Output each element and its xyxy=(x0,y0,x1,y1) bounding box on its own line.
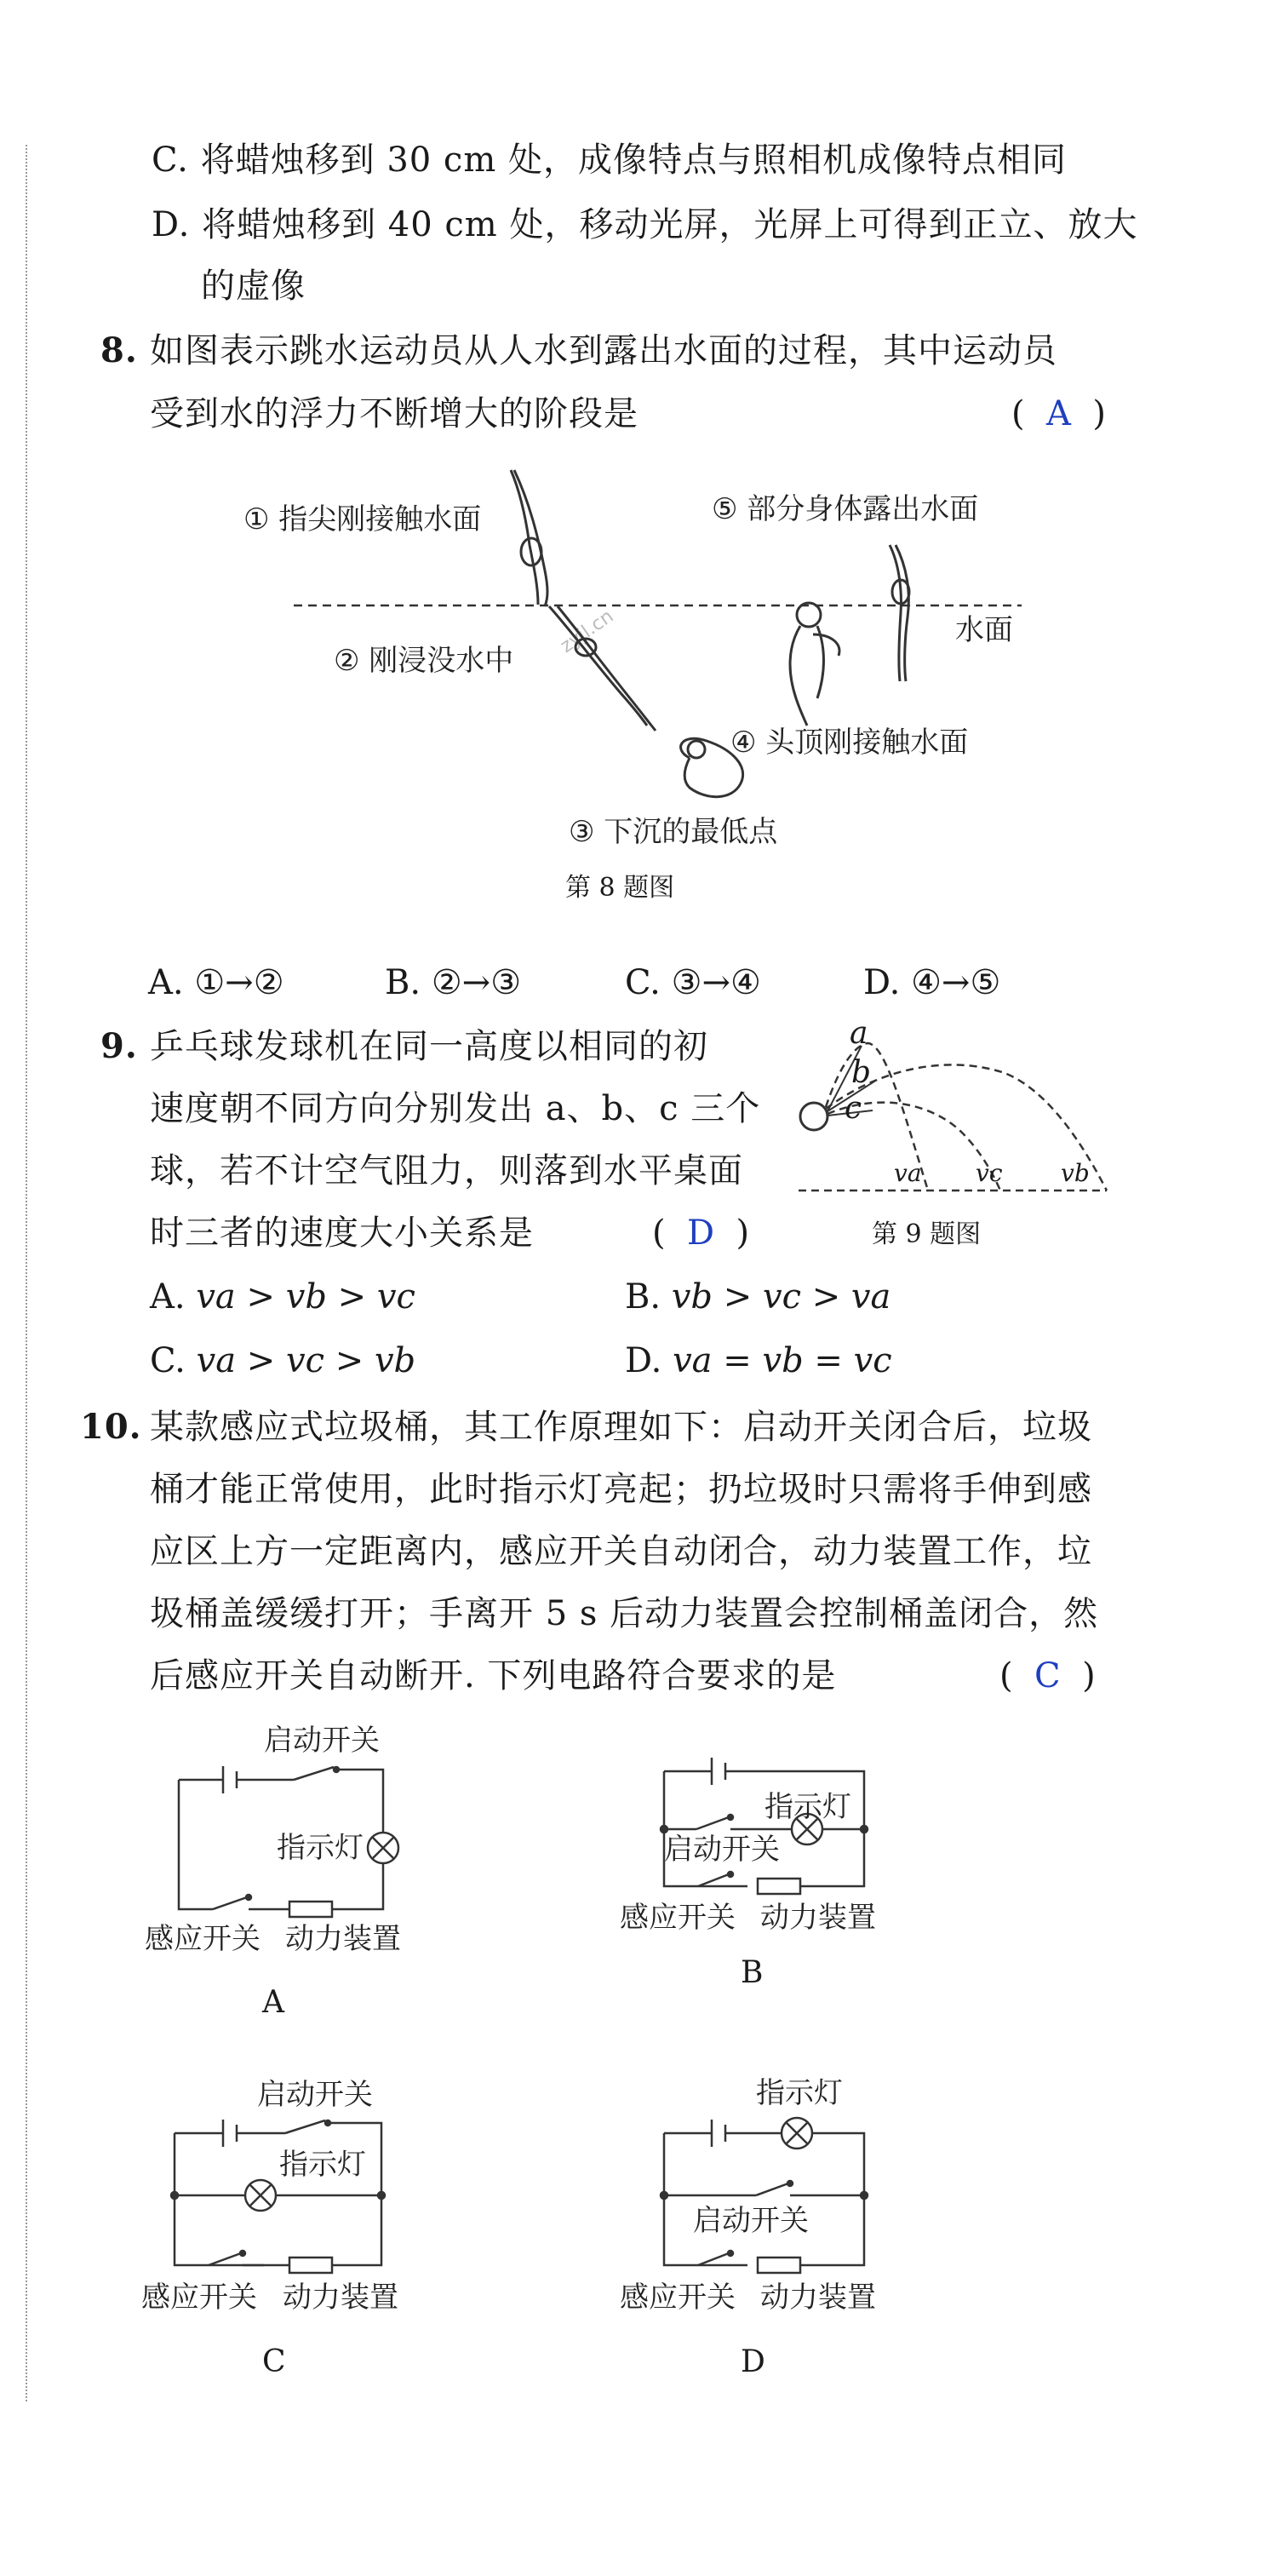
circuit-c-letter: C xyxy=(262,2344,286,2379)
q7-option-d-line1: D. 将蜡烛移到 40 cm 处，移动光屏，光屏上可得到正立、放大 xyxy=(152,205,1138,244)
q9-label-vb: vb xyxy=(1061,1159,1090,1187)
circuit-d-start-label: 启动开关 xyxy=(693,2204,809,2238)
q8-text-line2: 受到水的浮力不断增大的阶段是 xyxy=(150,394,638,433)
q9-label-va: va xyxy=(894,1159,922,1187)
q9-label-a: a xyxy=(850,1016,868,1051)
circuit-a-lamp-label: 指示灯 xyxy=(277,1831,364,1865)
q9-text-line2: 速度朝不同方向分别发出 a、b、c 三个 xyxy=(150,1089,761,1128)
circuit-b-letter: B xyxy=(741,1955,764,1990)
q8-water-label: 水面 xyxy=(955,613,1013,647)
q8-option-a: A. ①→② xyxy=(148,963,284,1002)
q9-option-d-prefix: D. xyxy=(625,1341,662,1380)
q8-answer: A xyxy=(1046,394,1071,433)
circuit-d-motor-label: 动力装置 xyxy=(760,2281,876,2315)
q8-label-3: ③ 下沉的最低点 xyxy=(569,815,778,849)
q9-option-a-expr: va > vb > vc xyxy=(196,1277,415,1317)
q8-label-1: ① 指尖刚接触水面 xyxy=(243,502,482,536)
q9-caption: 第 9 题图 xyxy=(872,1219,982,1249)
q9-text-line3: 球，若不计空气阻力，则落到水平桌面 xyxy=(150,1151,743,1190)
circuit-b-lamp-label: 指示灯 xyxy=(764,1790,851,1824)
q10-answer-bracket: ( C ) xyxy=(999,1656,1096,1695)
circuit-c-motor-label: 动力装置 xyxy=(283,2281,398,2315)
q9-option-c-expr: va > vc > vb xyxy=(196,1341,416,1380)
circuit-b xyxy=(661,1758,868,1894)
q7-option-d-line2: 的虚像 xyxy=(201,267,306,306)
q8-answer-bracket: ( A ) xyxy=(1011,394,1106,433)
q9-option-b-prefix: B. xyxy=(625,1277,661,1317)
circuit-c-sensor-label: 感应开关 xyxy=(141,2281,257,2315)
circuit-a-letter: A xyxy=(262,1985,284,2020)
q9-number: 9. xyxy=(100,1026,138,1066)
q8-option-b: B. ②→③ xyxy=(385,963,522,1002)
q8-option-d: D. ④→⑤ xyxy=(863,963,1001,1002)
circuit-d-letter: D xyxy=(741,2344,765,2379)
q9-option-a-prefix: A. xyxy=(150,1277,186,1317)
circuit-b-start-label: 启动开关 xyxy=(664,1833,780,1867)
q10-text-line3: 应区上方一定距离内，感应开关自动闭合，动力装置工作，垃 xyxy=(150,1532,1092,1571)
circuit-a-motor-label: 动力装置 xyxy=(285,1922,401,1956)
q9-option-c-prefix: C. xyxy=(150,1341,186,1380)
q10-text-line5: 后感应开关自动断开. 下列电路符合要求的是 xyxy=(150,1656,837,1695)
q8-label-4: ④ 头顶刚接触水面 xyxy=(730,726,969,760)
q10-text-line1: 某款感应式垃圾桶，其工作原理如下：启动开关闭合后，垃圾 xyxy=(150,1408,1092,1447)
circuit-c-lamp-label: 指示灯 xyxy=(279,2148,366,2182)
q9-label-c: c xyxy=(845,1091,862,1126)
circuit-d-sensor-label: 感应开关 xyxy=(620,2281,736,2315)
circuit-a-start-label: 启动开关 xyxy=(264,1724,380,1758)
q8-option-c: C. ③→④ xyxy=(625,963,761,1002)
circuit-a-sensor-label: 感应开关 xyxy=(145,1922,261,1956)
q9-option-d-expr: va = vb = vc xyxy=(673,1341,892,1380)
q10-text-line4: 圾桶盖缓缓打开；手离开 5 s 后动力装置会控制桶盖闭合，然 xyxy=(150,1594,1099,1633)
circuit-b-sensor-label: 感应开关 xyxy=(620,1901,736,1935)
circuit-d-lamp-label: 指示灯 xyxy=(756,2076,843,2110)
q9-text-line1: 乒乓球发球机在同一高度以相同的初 xyxy=(150,1027,708,1066)
q10-answer: C xyxy=(1034,1656,1061,1695)
q9-label-b: b xyxy=(851,1055,872,1090)
circuit-c-start-label: 启动开关 xyxy=(257,2078,373,2112)
q8-label-2: ② 刚浸没水中 xyxy=(334,644,514,678)
q9-label-vc: vc xyxy=(976,1159,1003,1187)
circuit-c xyxy=(171,2120,385,2273)
q9-text-line4: 时三者的速度大小关系是 xyxy=(150,1213,534,1253)
q9-option-b-expr: vb > vc > va xyxy=(671,1277,891,1317)
q8-label-5: ⑤ 部分身体露出水面 xyxy=(712,492,979,526)
circuit-b-motor-label: 动力装置 xyxy=(760,1901,876,1935)
q8-number: 8. xyxy=(100,330,138,370)
q9-answer: D xyxy=(687,1213,715,1253)
q8-watermark: zyjl.cn xyxy=(556,605,618,657)
q8-text-line1: 如图表示跳水运动员从人水到露出水面的过程，其中运动员 xyxy=(150,331,1057,370)
q9-answer-bracket: ( D ) xyxy=(652,1213,750,1253)
q7-option-c: C. 将蜡烛移到 30 cm 处，成像特点与照相机成像特点相同 xyxy=(152,141,1067,180)
circuit-d xyxy=(661,2118,868,2273)
q10-text-line2: 桶才能正常使用，此时指示灯亮起；扔垃圾时只需将手伸到感 xyxy=(150,1470,1092,1509)
q10-number: 10. xyxy=(80,1407,142,1447)
q8-caption: 第 8 题图 xyxy=(565,873,675,903)
